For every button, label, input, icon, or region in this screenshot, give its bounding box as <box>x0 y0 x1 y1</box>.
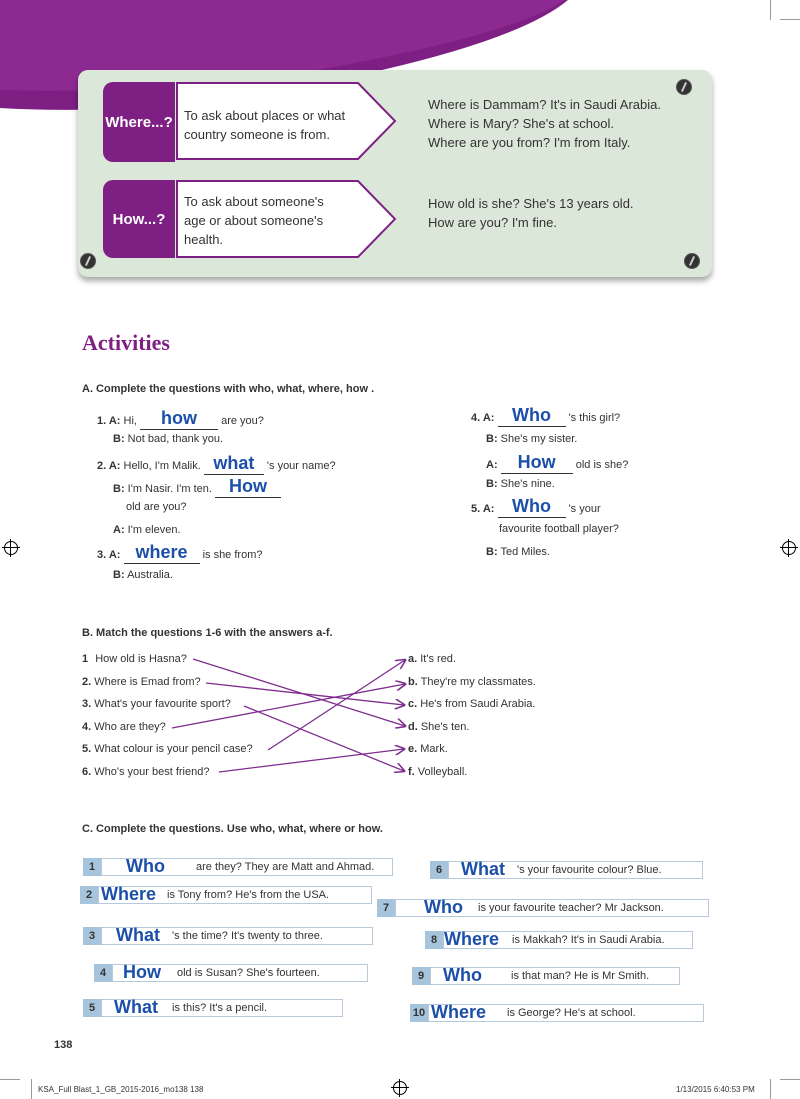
handwritten-answer: Who <box>512 405 551 425</box>
c-item <box>83 998 343 1018</box>
question-number: 3. <box>82 698 92 710</box>
c-item-text: is this? It's a pencil. <box>172 1002 268 1014</box>
line-text: Australia. <box>127 569 173 581</box>
c-item-number: 5 <box>83 999 101 1017</box>
c-item-number: 10 <box>410 1004 428 1022</box>
handwritten-answer: Where <box>444 929 500 949</box>
section-c-heading: C. Complete the questions. Use who, what, where or how. <box>82 823 383 835</box>
question-text: Who's your best friend? <box>94 766 210 778</box>
c-item-box <box>443 931 693 949</box>
line-text: She's my sister. <box>500 433 578 445</box>
answer-text: They're my classmates. <box>420 676 536 688</box>
c-item-number: 6 <box>430 861 448 879</box>
c-item-text: 's the time? It's twenty to three. <box>172 930 323 942</box>
c-item <box>425 930 693 950</box>
speaker: A: <box>113 524 125 536</box>
description-line: health. <box>184 232 224 247</box>
c-item-number: 3 <box>83 927 101 945</box>
answer-letter: d. <box>408 721 418 733</box>
item-number: 5. A: <box>471 503 495 515</box>
question-number: 5. <box>82 743 92 755</box>
c-item-text: 's your favourite colour? Blue. <box>517 864 662 876</box>
line-text: are you? <box>221 415 264 427</box>
question-text: How old is Hasna? <box>95 653 187 665</box>
description-line: age or about someone's <box>184 213 324 228</box>
item-number: 2. A: <box>97 460 121 472</box>
answer-letter: b. <box>408 676 418 688</box>
footer-timestamp: 1/13/2015 6:40:53 PM <box>676 1085 755 1094</box>
c-item-text: are they? They are Matt and Ahmad. <box>196 861 375 873</box>
answer-text: Mark. <box>420 743 448 755</box>
handwritten-answer: What <box>461 859 505 879</box>
section-a-heading: A. Complete the questions with who, what, where, how . <box>82 383 375 395</box>
c-item-number: 9 <box>412 967 430 985</box>
c-item-text: is Tony from? He's from the USA. <box>167 889 330 901</box>
line-text: 's your <box>568 503 601 515</box>
line-text: Hello, I'm Malik. <box>123 460 201 472</box>
line-text: I'm eleven. <box>127 524 181 536</box>
match-line-6-e <box>219 749 404 772</box>
c-item <box>83 857 393 877</box>
footer-file: KSA_Full Blast_1_GB_2015-2016_mo138 138 <box>38 1085 204 1094</box>
question-text: What colour is your pencil case? <box>94 743 253 755</box>
handwritten-answer: how <box>161 408 198 428</box>
c-item-text: is George? He's at school. <box>507 1007 636 1019</box>
match-line-4-b <box>172 684 405 728</box>
handwritten-answer: How <box>123 962 161 982</box>
match-line-3-f <box>244 706 404 771</box>
answer-letter: c. <box>408 698 418 710</box>
handwritten-answer: where <box>135 542 188 562</box>
question-text: What's your favourite sport? <box>94 698 231 710</box>
line-text: is she from? <box>202 549 263 561</box>
handwritten-answer: Who <box>424 897 463 917</box>
line-text: Hi, <box>123 415 137 427</box>
line-text: 's your name? <box>266 460 336 472</box>
c-item <box>410 1003 704 1023</box>
description-line: To ask about places or what <box>184 108 346 123</box>
handwritten-answer: What <box>116 925 160 945</box>
handwritten-answer: What <box>114 997 158 1017</box>
speaker: B: <box>486 546 498 558</box>
c-item-text: is Makkah? It's in Saudi Arabia. <box>512 934 665 946</box>
item-number: 4. A: <box>471 412 495 424</box>
answer-letter: a. <box>408 653 418 665</box>
line-text: favourite football player? <box>499 523 619 535</box>
question-text: Who are they? <box>94 721 166 733</box>
question-number: 2. <box>82 676 92 688</box>
c-item <box>94 963 368 983</box>
example-line: How are you? I'm fine. <box>428 215 557 230</box>
line-text: Ted Miles. <box>500 546 550 558</box>
question-text: Where is Emad from? <box>94 676 201 688</box>
item-number: 3. A: <box>97 549 121 561</box>
c-item-box <box>101 927 373 945</box>
page-number: 138 <box>54 1039 73 1051</box>
c-item-number: 1 <box>83 858 101 876</box>
c-item-box <box>448 861 703 879</box>
question-number: 4. <box>82 721 92 733</box>
c-item-text: is that man? He is Mr Smith. <box>511 970 650 982</box>
answer-letter: f. <box>408 766 415 778</box>
c-item <box>83 926 373 946</box>
handwritten-answer: How <box>229 476 268 496</box>
line-text: I'm Nasir. I'm ten. <box>127 483 212 495</box>
c-item-number: 2 <box>80 886 98 904</box>
handwritten-answer: Who <box>512 496 551 516</box>
answer-letter: e. <box>408 743 418 755</box>
description-line: country someone is from. <box>184 127 330 142</box>
grammar-label: Where...? <box>103 82 175 162</box>
line-text: She's nine. <box>500 478 555 490</box>
c-item-box <box>395 899 709 917</box>
answer-text: She's ten. <box>420 721 470 733</box>
answer-text: He's from Saudi Arabia. <box>420 698 536 710</box>
c-item-number: 7 <box>377 899 395 917</box>
c-item-text: old is Susan? She's fourteen. <box>177 967 320 979</box>
handwritten-answer: Where <box>431 1002 487 1022</box>
c-item-box <box>98 886 372 904</box>
c-item <box>80 885 372 905</box>
c-item-number: 8 <box>425 931 443 949</box>
speaker: A: <box>486 459 498 471</box>
line-text: old are you? <box>126 501 187 513</box>
speaker: B: <box>113 483 125 495</box>
question-number: 1 <box>82 653 89 665</box>
c-item-box <box>112 964 368 982</box>
match-line-1-d <box>193 659 405 726</box>
answer-text: It's red. <box>420 653 456 665</box>
item-number: 1. A: <box>97 415 121 427</box>
line-text: old is she? <box>575 459 629 471</box>
match-line-5-a <box>268 660 405 750</box>
handwritten-answer: Where <box>101 884 157 904</box>
example-line: How old is she? She's 13 years old. <box>428 196 634 211</box>
handwritten-answer: How <box>517 452 556 472</box>
description-line: To ask about someone's <box>184 194 324 209</box>
speaker: B: <box>486 433 498 445</box>
c-item <box>377 898 709 918</box>
c-item <box>430 860 703 880</box>
speaker: B: <box>113 433 125 445</box>
c-item-number: 4 <box>94 964 112 982</box>
c-item <box>412 966 680 986</box>
match-line-2-c <box>206 683 404 705</box>
handwritten-answer: Who <box>126 856 165 876</box>
c-item-box <box>101 999 343 1017</box>
c-item-text: is your favourite teacher? Mr Jackson. <box>478 902 664 914</box>
section-b-heading: B. Match the questions 1-6 with the answers a-f. <box>82 627 333 639</box>
handwritten-answer: what <box>213 453 255 473</box>
question-number: 6. <box>82 766 92 778</box>
example-line: Where are you from? I'm from Italy. <box>428 135 631 150</box>
grammar-label: How...? <box>103 180 175 258</box>
speaker: B: <box>486 478 498 490</box>
example-line: Where is Mary? She's at school. <box>428 116 614 131</box>
answer-text: Volleyball. <box>417 766 468 778</box>
line-text: 's this girl? <box>568 412 621 424</box>
example-line: Where is Dammam? It's in Saudi Arabia. <box>428 97 661 112</box>
c-item-box <box>430 967 680 985</box>
c-item-box <box>428 1004 704 1022</box>
line-text: Not bad, thank you. <box>127 433 224 445</box>
activities-title: Activities <box>82 330 170 355</box>
c-item-box <box>101 858 393 876</box>
handwritten-answer: Who <box>443 965 482 985</box>
speaker: B: <box>113 569 125 581</box>
